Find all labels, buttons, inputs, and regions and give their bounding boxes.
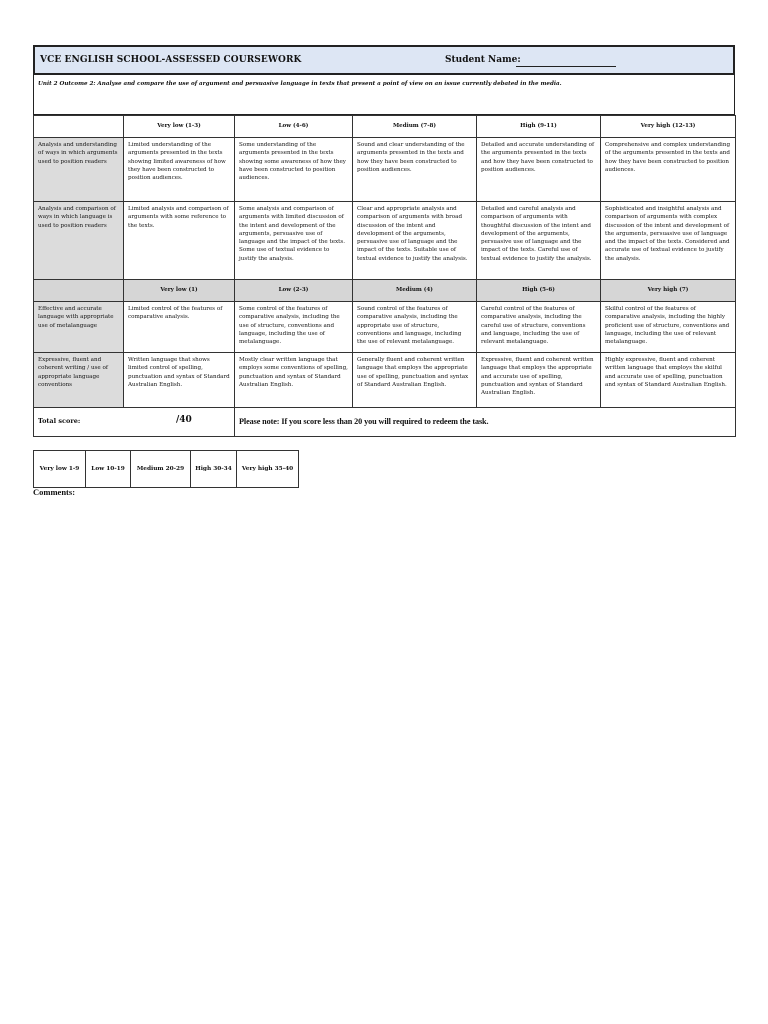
score-band: Very high 35-40 bbox=[237, 451, 299, 488]
descriptor-cell: Mostly clear written language that employs some conventions of spelling, punctuation and syntax of Standard Australian English. bbox=[235, 353, 353, 408]
criterion-row bbox=[34, 138, 736, 202]
total-score-cell[interactable] bbox=[34, 408, 235, 437]
level-header: High (5-6) bbox=[477, 280, 601, 302]
descriptor-cell: Sound control of the features of comparative analysis, including the appropriate use of structure, conventions and language, including the use of relevant metalanguage. bbox=[353, 302, 477, 353]
score-band: High 30-34 bbox=[191, 451, 237, 488]
descriptor-cell: Limited understanding of the arguments presented in the texts showing limited awareness of how they have been constructed to position audiences. bbox=[124, 138, 235, 202]
criterion-label: Analysis and understanding of ways in which arguments used to position readers bbox=[34, 138, 124, 202]
descriptor-cell: Clear and appropriate analysis and comparison of arguments with broad discussion of the intent and development of the arguments, persuasive use of language and the impact of the texts. Suitable use of textual evidence to justify the analysis. bbox=[353, 202, 477, 280]
descriptor-cell: Some understanding of the arguments presented in the texts showing some awareness of how they have been constructed to position audiences. bbox=[235, 138, 353, 202]
criterion-row bbox=[34, 353, 736, 408]
total-score-label: Total score: bbox=[38, 417, 81, 426]
score-band: Low 10-19 bbox=[86, 451, 131, 488]
descriptor-cell: Sound and clear understanding of the arguments presented in the texts and how they have been constructed to position audiences. bbox=[353, 138, 477, 202]
level-header: Medium (4) bbox=[353, 280, 477, 302]
descriptor-cell: Written language that shows limited control of spelling, punctuation and syntax of Standard Australian English. bbox=[124, 353, 235, 408]
descriptor-cell: Generally fluent and coherent written language that employs the appropriate use of spelling, punctuation and syntax of Standard Australian English. bbox=[353, 353, 477, 408]
student-name-label: Student Name: bbox=[445, 55, 521, 65]
level-header-row-a bbox=[34, 116, 736, 138]
descriptor-cell: Expressive, fluent and coherent written language that employs the appropriate and accurate use of spelling, punctuation and syntax of Standard Australian English. bbox=[477, 353, 601, 408]
student-name-field[interactable] bbox=[516, 66, 616, 67]
descriptor-cell: Some analysis and comparison of arguments with limited discussion of the intent and development of the arguments, persuasive use of language and the impact of the texts. Some use of textual evidence to justify the analysis. bbox=[235, 202, 353, 280]
criterion-row bbox=[34, 302, 736, 353]
criterion-label: Analysis and comparison of ways in which language is used to position readers bbox=[34, 202, 124, 280]
criterion-label: Expressive, fluent and coherent writing / use of appropriate language conventions bbox=[34, 353, 124, 408]
level-header: Very low (1) bbox=[124, 280, 235, 302]
level-header-corner bbox=[34, 280, 124, 302]
level-header: High (9-11) bbox=[477, 116, 601, 138]
note-cell bbox=[235, 408, 736, 437]
descriptor-cell: Skilful control of the features of comparative analysis, including the highly proficient use of structure, conventions and language, including the use of relevant metalanguage. bbox=[601, 302, 736, 353]
level-header-corner bbox=[34, 116, 124, 138]
descriptor-cell: Comprehensive and complex understanding of the arguments presented in the texts and how they have been constructed to position audiences. bbox=[601, 138, 736, 202]
score-band: Medium 20-29 bbox=[131, 451, 191, 488]
level-header: Medium (7-8) bbox=[353, 116, 477, 138]
comments-label: Comments: bbox=[33, 487, 76, 497]
descriptor-cell: Detailed and careful analysis and comparison of arguments with thoughtful discussion of the intent and development of the arguments, persuasive use of language and the impact of the texts. Careful use of textual evidence to justify the analysis. bbox=[477, 202, 601, 280]
descriptor-cell: Limited control of the features of comparative analysis. bbox=[124, 302, 235, 353]
level-header-row-b bbox=[34, 280, 736, 302]
criterion-row bbox=[34, 202, 736, 280]
level-header: Low (4-6) bbox=[235, 116, 353, 138]
level-header: Low (2-3) bbox=[235, 280, 353, 302]
outcome-description: Unit 2 Outcome 2: Analyse and compare the use of argument and persuasive language in texts that present a point of view on an issue currently debated in the media. bbox=[33, 75, 735, 115]
header-box bbox=[33, 45, 735, 75]
rubric-sheet bbox=[33, 45, 735, 437]
score-bands-table bbox=[33, 450, 299, 488]
descriptor-cell: Highly expressive, fluent and coherent written language that employs the skilful and accurate use of spelling, punctuation and syntax of Standard Australian English. bbox=[601, 353, 736, 408]
rubric-table bbox=[33, 115, 736, 437]
level-header: Very low (1-3) bbox=[124, 116, 235, 138]
descriptor-cell: Sophisticated and insightful analysis and comparison of arguments with complex discussion of the intent and development of the arguments, persuasive use of language and the impact of the texts. Considered and accurate use of textual evidence to justify the analysis. bbox=[601, 202, 736, 280]
level-header: Very high (7) bbox=[601, 280, 736, 302]
document-title: VCE ENGLISH SCHOOL-ASSESSED COURSEWORK bbox=[40, 55, 302, 65]
descriptor-cell: Some control of the features of comparative analysis, including the use of structure, conventions and language, including the use of metalanguage. bbox=[235, 302, 353, 353]
descriptor-cell: Detailed and accurate understanding of the arguments presented in the texts and how they have been constructed to position audiences. bbox=[477, 138, 601, 202]
score-bands-row bbox=[34, 451, 299, 488]
score-band: Very low 1-9 bbox=[34, 451, 86, 488]
descriptor-cell: Limited analysis and comparison of arguments with some reference to the texts. bbox=[124, 202, 235, 280]
total-score-value: /40 bbox=[176, 415, 192, 425]
redeem-note: Please note: If you score less than 20 you will required to redeem the task. bbox=[239, 416, 489, 426]
criterion-label: Effective and accurate language with appropriate use of metalanguage bbox=[34, 302, 124, 353]
total-row bbox=[34, 408, 736, 437]
descriptor-cell: Careful control of the features of comparative analysis, including the careful use of structure, conventions and language, including the use of relevant metalanguage. bbox=[477, 302, 601, 353]
level-header: Very high (12-13) bbox=[601, 116, 736, 138]
